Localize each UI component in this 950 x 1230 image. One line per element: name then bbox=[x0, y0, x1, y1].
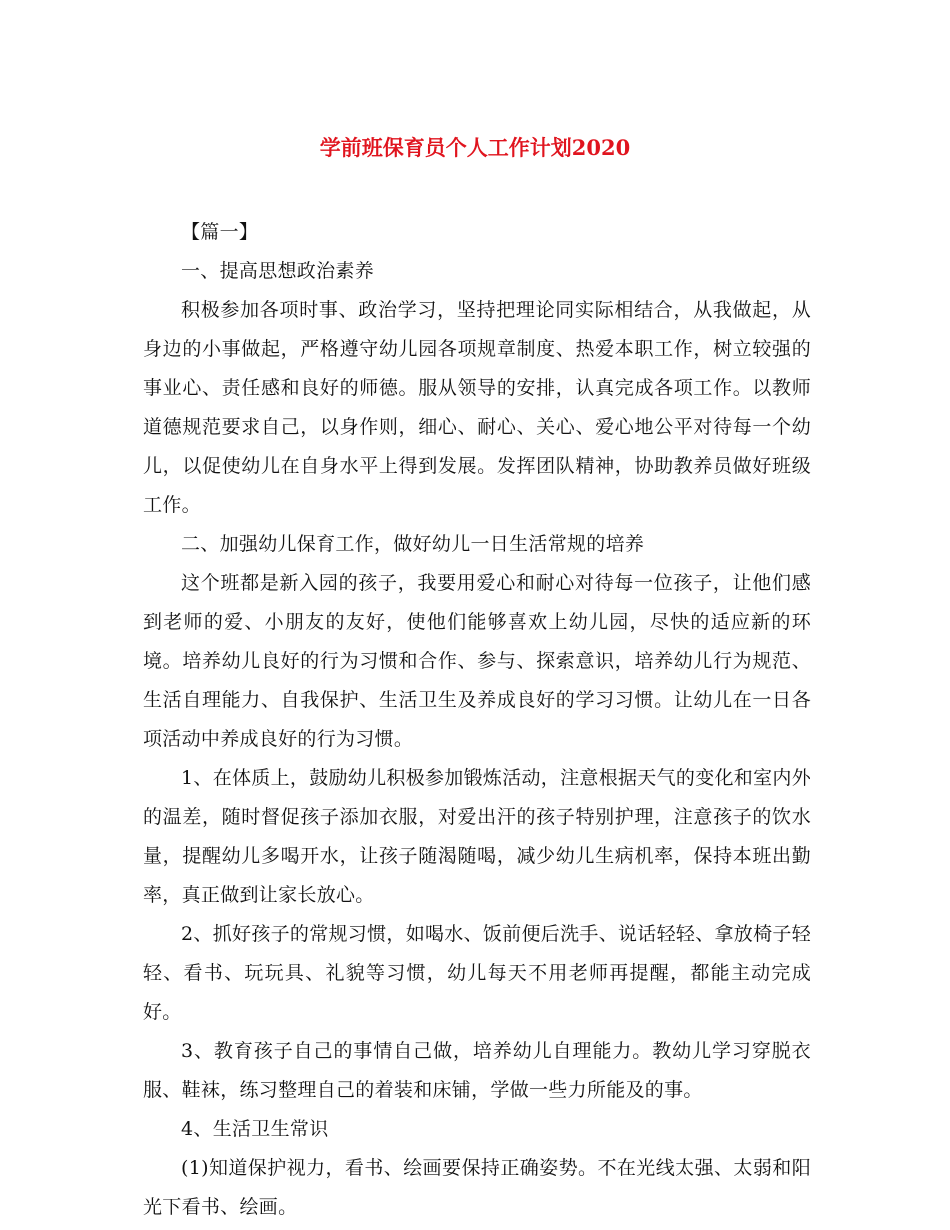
paragraph-item-3: 3、教育孩子自己的事情自己做，培养幼儿自理能力。教幼儿学习穿脱衣服、鞋袜，练习整理自己的着装和床铺，学做一些力所能及的事。 bbox=[143, 1040, 811, 1101]
document-body bbox=[143, 213, 811, 1227]
heading-2: 二、加强幼儿保育工作，做好幼儿一日生活常规的培养 bbox=[181, 533, 645, 555]
paragraph-item-2: 2、抓好孩子的常规习惯，如喝水、饭前便后洗手、说话轻轻、拿放椅子轻轻、看书、玩玩具、礼貌等习惯，幼儿每天不用老师再提醒，都能主动完成好。 bbox=[143, 923, 811, 1023]
heading-1: 一、提高思想政治素养 bbox=[181, 260, 375, 282]
paragraph-sub-item-1: (1)知道保护视力，看书、绘画要保持正确姿势。不在光线太强、太弱和阳光下看书、绘画。 bbox=[143, 1157, 811, 1218]
document-title: 学前班保育员个人工作计划2020 bbox=[319, 135, 631, 160]
paragraph-1: 积极参加各项时事、政治学习，坚持把理论同实际相结合，从我做起，从身边的小事做起，严格遵守幼儿园各项规章制度、热爱本职工作，树立较强的事业心、责任感和良好的师德。服从领导的安排，认真完成各项工作。以教师道德规范要求自己，以身作则，细心、耐心、关心、爱心地公平对待每一个幼儿，以促使幼儿在自身水平上得到发展。发挥团队精神，协助教养员做好班级工作。 bbox=[143, 299, 811, 516]
paragraph-2: 这个班都是新入园的孩子，我要用爱心和耐心对待每一位孩子，让他们感到老师的爱、小朋友的友好，使他们能够喜欢上幼儿园，尽快的适应新的环境。培养幼儿良好的行为习惯和合作、参与、探索意识，培养幼儿行为规范、生活自理能力、自我保护、生活卫生及养成良好的学习习惯。让幼儿在一日各项活动中养成良好的行为习惯。 bbox=[143, 572, 811, 750]
paragraph-item-1: 1、在体质上，鼓励幼儿积极参加锻炼活动，注意根据天气的变化和室内外的温差，随时督促孩子添加衣服，对爱出汗的孩子特别护理，注意孩子的饮水量，提醒幼儿多喝开水，让孩子随渴随喝，减少幼儿生病机率，保持本班出勤率，真正做到让家长放心。 bbox=[143, 767, 811, 906]
paragraph-item-4: 4、生活卫生常识 bbox=[181, 1118, 329, 1140]
section-label: 【篇一】 bbox=[181, 221, 259, 243]
